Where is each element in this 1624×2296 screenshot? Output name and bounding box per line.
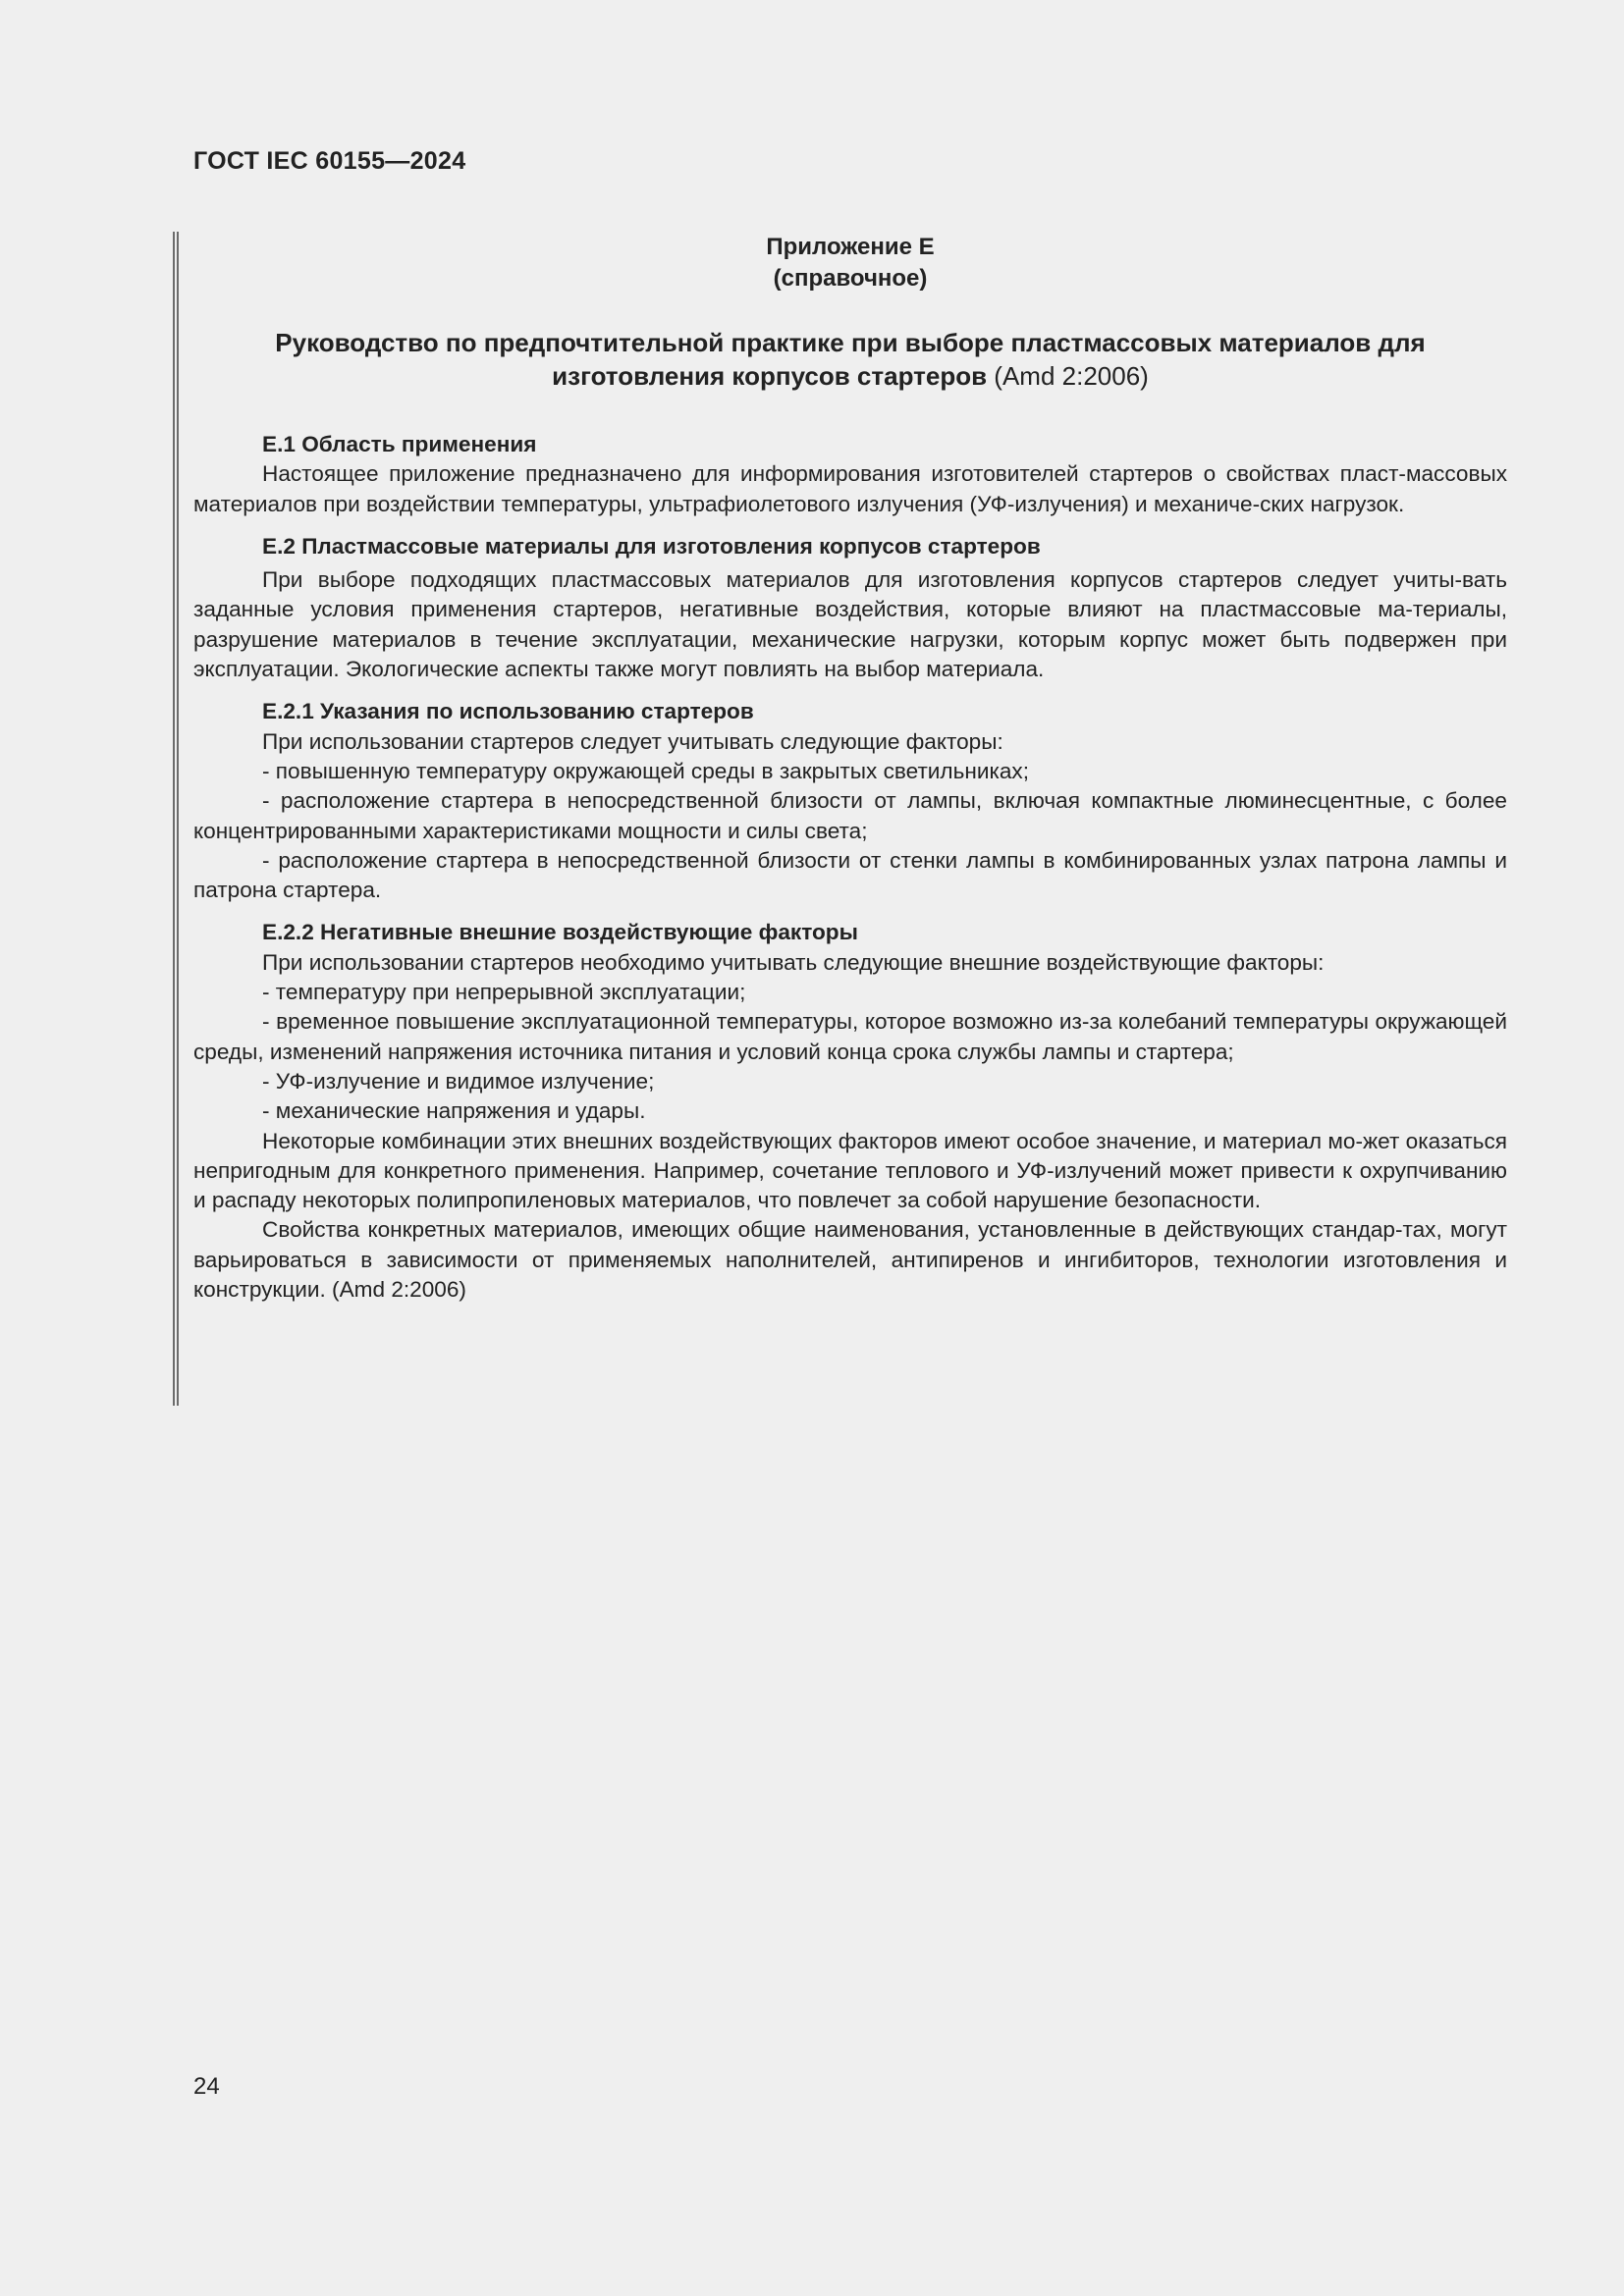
section-e2-heading: Е.2 Пластмассовые материалы для изготовления корпусов стартеров [262, 533, 1041, 559]
section-e21-item: - расположение стартера в непосредственной близости от лампы, включая компактные люминесцентные, с более концентрированными характеристиками мощности и силы света; [193, 788, 1507, 843]
section-e22-intro: При использовании стартеров необходимо учитывать следующие внешние воздействующие факторы: [262, 949, 1325, 975]
section-e21-intro: При использовании стартеров следует учитывать следующие факторы: [262, 728, 1003, 754]
section-e21-heading: Е.2.1 Указания по использованию стартеров [262, 699, 754, 724]
change-bar [173, 232, 179, 1406]
annex-heading [193, 326, 1507, 393]
section-e1-paragraph: Настоящее приложение предназначено для информирования изготовителей стартеров о свойствах пласт-массовых материалов при воздействии температуры, ультрафиолетового излучения (УФ-излучения) и механиче-ских нагрузок. [193, 461, 1507, 516]
section-e22-heading: Е.2.2 Негативные внешние воздействующие факторы [262, 920, 858, 945]
standard-designation: ГОСТ IEC 60155—2024 [193, 147, 466, 175]
section-e22-item: - температуру при непрерывной эксплуатации; [262, 980, 746, 1005]
section-e22-item: - временное повышение эксплуатационной температуры, которое возможно из-за колебаний температуры окружающей среды, изменений напряжения источника питания и условий конца срока службы лампы и стартера; [193, 1009, 1507, 1064]
section-e22-item: - УФ-излучение и видимое излучение; [262, 1068, 655, 1094]
section-e21-item: - расположение стартера в непосредственной близости от стенки лампы в комбинированных узлах патрона лампы и патрона стартера. [193, 847, 1507, 903]
section-e22-paragraph: Свойства конкретных материалов, имеющих общие наименования, установленные в действующих стандар-тах, могут варьироваться в зависимости от применяемых наполнителей, антипиренов и ингибиторов, технологии изготовления и конструкции. (Amd 2:2006) [193, 1217, 1507, 1303]
annex-heading-text: Руководство по предпочтительной практике при выборе пластмассовых материалов для изготовления корпусов стартеров [275, 328, 1426, 391]
annex-content [193, 232, 1507, 1305]
page-number: 24 [193, 2073, 220, 2100]
section-e22-paragraph: Некоторые комбинации этих внешних воздействующих факторов имеют особое значение, и материал мо-жет оказаться непригодным для конкретного применения. Например, сочетание теплового и УФ-излучений может привести к охрупчиванию и распаду некоторых полипропиленовых материалов, что повлечет за собой нарушение безопасности. [193, 1128, 1507, 1213]
section-e22-item: - механические напряжения и удары. [262, 1098, 646, 1124]
annex-kind: (справочное) [773, 265, 928, 292]
annex-title: Приложение Е [766, 234, 935, 260]
section-e1-heading: Е.1 Область применения [262, 432, 537, 456]
section-e21-item: - повышенную температуру окружающей среды в закрытых светильниках; [262, 758, 1029, 783]
section-e2-paragraph: При выборе подходящих пластмассовых материалов для изготовления корпусов стартеров следует учиты-вать заданные условия применения стартеров, негативные воздействия, которые влияют на пластмассовые ма-териалы, разрушение материалов в течение эксплуатации, механические нагрузки, которым корпус может быть подвержен при эксплуатации. Экологические аспекты также могут повлиять на выбор материала. [193, 567, 1507, 682]
annex-heading-amendment: (Amd 2:2006) [994, 361, 1149, 391]
